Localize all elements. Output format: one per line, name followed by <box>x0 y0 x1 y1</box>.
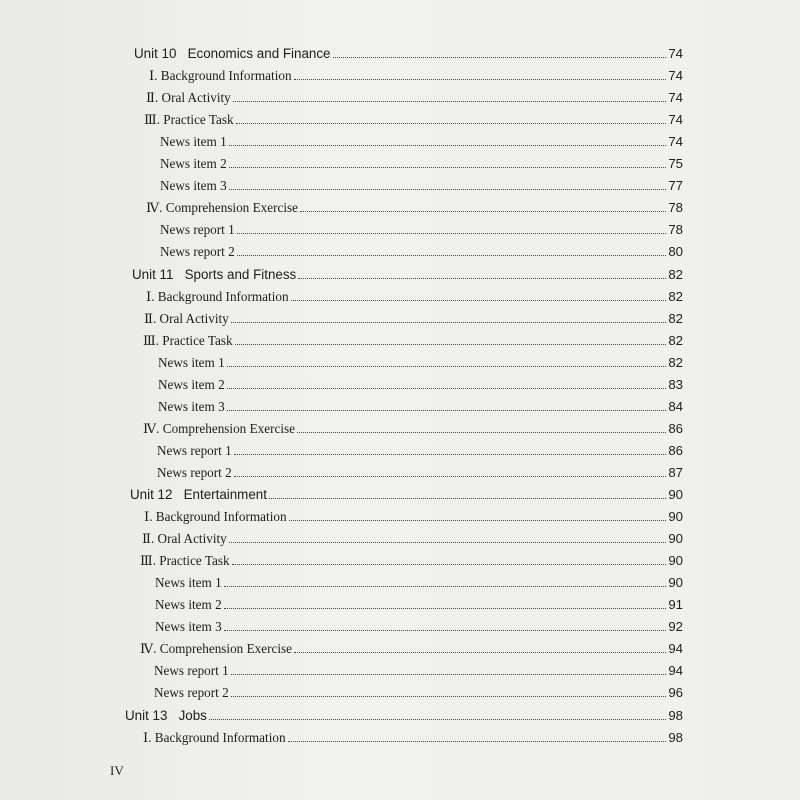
toc-entry <box>155 571 683 591</box>
dot-leader <box>229 145 667 146</box>
toc-entry <box>146 285 683 305</box>
toc-entry <box>160 152 683 172</box>
toc-page-number: 90 <box>668 509 683 525</box>
toc-unit-entry <box>134 42 683 62</box>
toc-page-number: 90 <box>668 553 683 569</box>
toc-entry <box>140 549 683 569</box>
toc-entry-title: News report 1 <box>154 663 229 679</box>
toc-page-number: 84 <box>668 398 683 414</box>
toc-entry-title: News report 1 <box>157 442 232 458</box>
toc-entry <box>143 417 683 437</box>
toc-entry-title: News report 1 <box>160 222 235 238</box>
toc-entry-title: Unit 11 Sports and Fitness <box>132 266 297 282</box>
dot-leader <box>227 410 667 411</box>
toc-entry-title: News item 3 <box>160 178 227 194</box>
toc-page-number: 82 <box>668 310 683 326</box>
dot-leader <box>236 123 667 124</box>
toc-entry-title: Unit 13 Jobs <box>125 707 207 723</box>
dot-leader <box>237 255 667 256</box>
toc-entry-title: News item 2 <box>158 376 225 392</box>
toc-page-number: 98 <box>668 729 683 745</box>
toc-page-number: 86 <box>668 420 683 436</box>
dot-leader <box>269 498 666 499</box>
toc-entry <box>149 64 683 84</box>
toc-entry-title: News item 1 <box>158 354 225 370</box>
dot-leader <box>232 564 667 565</box>
toc-page-number: 74 <box>668 46 683 61</box>
toc-page-number: 96 <box>668 685 683 701</box>
dot-leader <box>294 652 666 653</box>
toc-entry <box>160 130 683 150</box>
toc-entry <box>158 395 683 415</box>
toc-entry-title: News item 3 <box>155 619 222 635</box>
toc-entry <box>160 218 683 238</box>
toc-entry-title: Ⅱ. Oral Activity <box>146 90 231 106</box>
toc-page-number: 94 <box>668 663 683 679</box>
toc-page-number: 82 <box>668 288 683 304</box>
toc-page-number: 74 <box>668 134 683 150</box>
toc-unit-entry <box>132 263 683 283</box>
toc-page-number: 80 <box>668 244 683 260</box>
toc-entry <box>144 108 683 128</box>
toc-page-number: 90 <box>668 487 683 502</box>
toc-entry <box>154 659 683 679</box>
dot-leader <box>224 608 667 609</box>
dot-leader <box>237 233 667 234</box>
toc-unit-entry <box>125 704 683 724</box>
toc-entry <box>142 527 683 547</box>
toc-page-number: 78 <box>668 200 683 216</box>
toc-entry <box>158 373 683 393</box>
toc-entry <box>143 726 683 746</box>
toc-entry-title: Ⅲ. Practice Task <box>143 332 233 348</box>
dot-leader <box>291 300 667 301</box>
dot-leader <box>229 542 667 543</box>
toc-page-number: 78 <box>668 222 683 238</box>
toc-entry-title: Ⅲ. Practice Task <box>144 112 234 128</box>
toc-entry-title: Ⅰ. Background Information <box>144 509 287 525</box>
toc-page-number: 82 <box>668 332 683 348</box>
toc-entry-title: Unit 12 Entertainment <box>130 487 267 502</box>
toc-entry-title: News item 1 <box>155 575 222 591</box>
dot-leader <box>224 630 667 631</box>
dot-leader <box>234 454 667 455</box>
toc-entry <box>146 86 683 106</box>
toc-page-number: 86 <box>668 442 683 458</box>
toc-entry <box>160 240 683 260</box>
toc-page-number: 82 <box>668 354 683 370</box>
toc-page-number: 91 <box>668 597 683 613</box>
toc-page-number: 90 <box>668 531 683 547</box>
dot-leader <box>231 696 667 697</box>
dot-leader <box>294 79 667 80</box>
dot-leader <box>300 211 666 212</box>
toc-entry-title: Ⅱ. Oral Activity <box>142 531 227 547</box>
toc-entry <box>160 174 683 194</box>
dot-leader <box>209 719 666 720</box>
toc-page-number: 87 <box>668 464 683 480</box>
toc-entry-title: Ⅰ. Background Information <box>146 288 289 304</box>
dot-leader <box>289 520 667 521</box>
dot-leader <box>298 278 666 279</box>
dot-leader <box>231 322 667 323</box>
toc-page-number: 83 <box>668 376 683 392</box>
toc-entry <box>157 439 683 459</box>
dot-leader <box>229 189 667 190</box>
toc-page-number: 75 <box>668 156 683 172</box>
dot-leader <box>233 101 667 102</box>
toc-entry-title: News report 2 <box>157 464 232 480</box>
toc-page-number: 98 <box>668 707 683 723</box>
toc-entry-title: Ⅱ. Oral Activity <box>144 310 229 326</box>
dot-leader <box>288 741 667 742</box>
toc-entry-title: Ⅲ. Practice Task <box>140 553 230 569</box>
dot-leader <box>231 674 667 675</box>
dot-leader <box>227 388 667 389</box>
toc-page-number: 94 <box>668 641 683 657</box>
toc-entry-title: Unit 10 Economics and Finance <box>134 46 331 61</box>
toc-entry-title: News item 2 <box>160 156 227 172</box>
toc-entry <box>144 505 683 525</box>
page-folio: IV <box>110 763 124 778</box>
toc-entry <box>157 461 683 481</box>
toc-entry-title: Ⅳ. Comprehension Exercise <box>140 641 292 657</box>
toc-page-number: 92 <box>668 619 683 635</box>
toc-entry <box>154 681 683 701</box>
toc-entry <box>144 307 683 327</box>
dot-leader <box>333 57 667 58</box>
toc-entry-title: Ⅳ. Comprehension Exercise <box>146 200 298 216</box>
toc-page-number: 90 <box>668 575 683 591</box>
toc-page-number: 77 <box>668 178 683 194</box>
toc-entry <box>140 637 683 657</box>
toc-entry <box>158 351 683 371</box>
dot-leader <box>234 476 667 477</box>
toc-entry-title: News item 2 <box>155 597 222 613</box>
toc-page-number: 82 <box>668 266 683 282</box>
toc-unit-entry <box>130 483 683 503</box>
toc-entry-title: News report 2 <box>160 244 235 260</box>
toc-page-number: 74 <box>668 112 683 128</box>
toc-entry-title: Ⅰ. Background Information <box>149 68 292 84</box>
toc-entry-title: Ⅰ. Background Information <box>143 729 286 745</box>
toc-page-number: 74 <box>668 90 683 106</box>
toc-entry-title: Ⅳ. Comprehension Exercise <box>143 420 295 436</box>
dot-leader <box>229 167 667 168</box>
toc-entry-title: News item 3 <box>158 398 225 414</box>
toc-entry <box>146 196 683 216</box>
toc-entry-title: News report 2 <box>154 685 229 701</box>
toc-entry <box>143 329 683 349</box>
toc-entry <box>155 593 683 613</box>
dot-leader <box>297 432 666 433</box>
dot-leader <box>227 366 667 367</box>
toc-page-number: 74 <box>668 68 683 84</box>
toc-entry-title: News item 1 <box>160 134 227 150</box>
dot-leader <box>224 586 667 587</box>
toc-entry <box>155 615 683 635</box>
dot-leader <box>235 344 667 345</box>
